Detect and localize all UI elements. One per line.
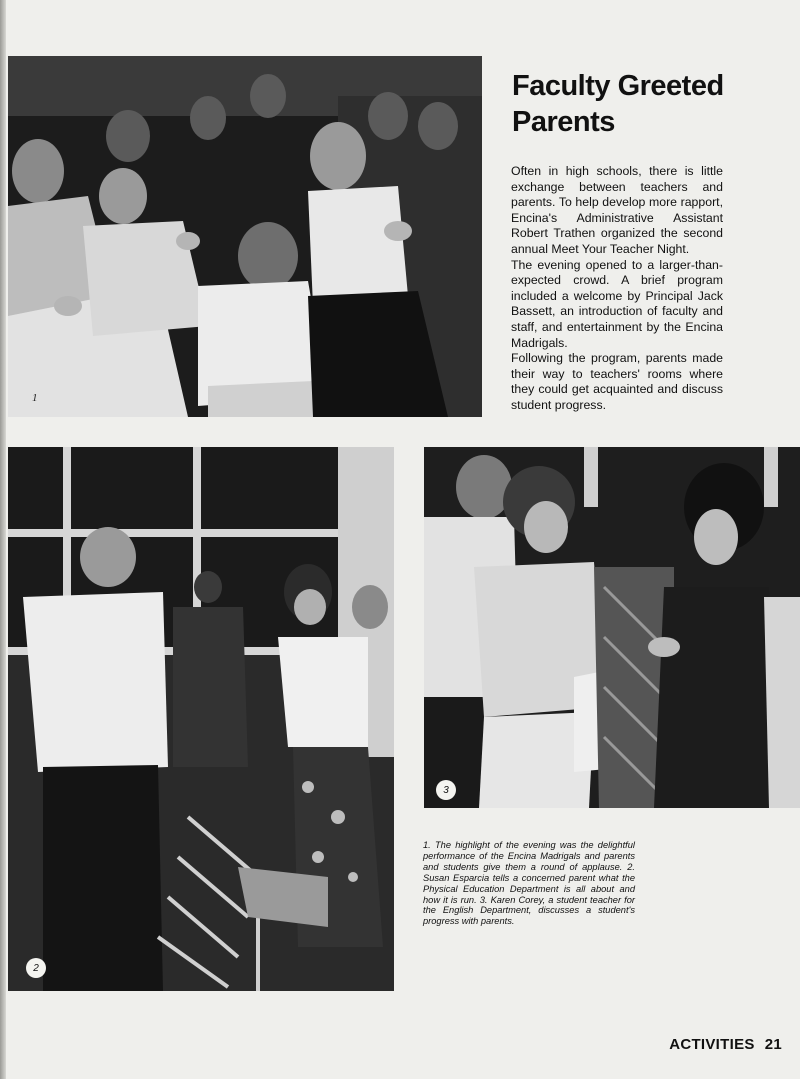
- photo-number-1: 1: [32, 392, 38, 404]
- section-name: ACTIVITIES: [669, 1036, 755, 1053]
- article-paragraph: The evening opened to a larger-than-expected crowd. A brief program included a welcome by Principal Jack Bassett, an introduction of faculty and staff, and entertainment by the Encina Madrigals.: [511, 257, 723, 350]
- page-spine-shadow: [0, 0, 6, 1079]
- article-body: [511, 164, 723, 414]
- headline-line-1: Faculty Greeted: [512, 70, 724, 102]
- headline-line-2: Parents: [512, 106, 615, 138]
- photo-audience-applauding: [8, 56, 482, 417]
- page-number: 21: [764, 1036, 782, 1053]
- photo-number-2: 2: [26, 958, 46, 978]
- photo-captions: 1. The highlight of the evening was the delightful performance of the Encina Madrigals and parents and students give them a round of applause. 2. Susan Esparcia tells a concerned parent what the Physical Education Department is all about and how it is run. 3. Karen Corey, a student teacher for the English Department, discusses a student's progress with parents.: [423, 840, 635, 927]
- article-paragraph: Often in high schools, there is little exchange between teachers and parents. To help develop more rapport, Encina's Administrative Assistant Robert Trathen organized the second annual Meet Your Teacher Night.: [511, 164, 723, 256]
- photo-number-3: 3: [436, 780, 456, 800]
- photo-teacher-with-parent: [8, 447, 394, 991]
- page-folio: [669, 1036, 782, 1053]
- article-headline: [512, 68, 782, 140]
- photo-student-teacher-with-parents: [424, 447, 800, 808]
- article-paragraph: Following the program, parents made their way to teachers' rooms where they could get acquainted and discuss student progress.: [511, 351, 723, 412]
